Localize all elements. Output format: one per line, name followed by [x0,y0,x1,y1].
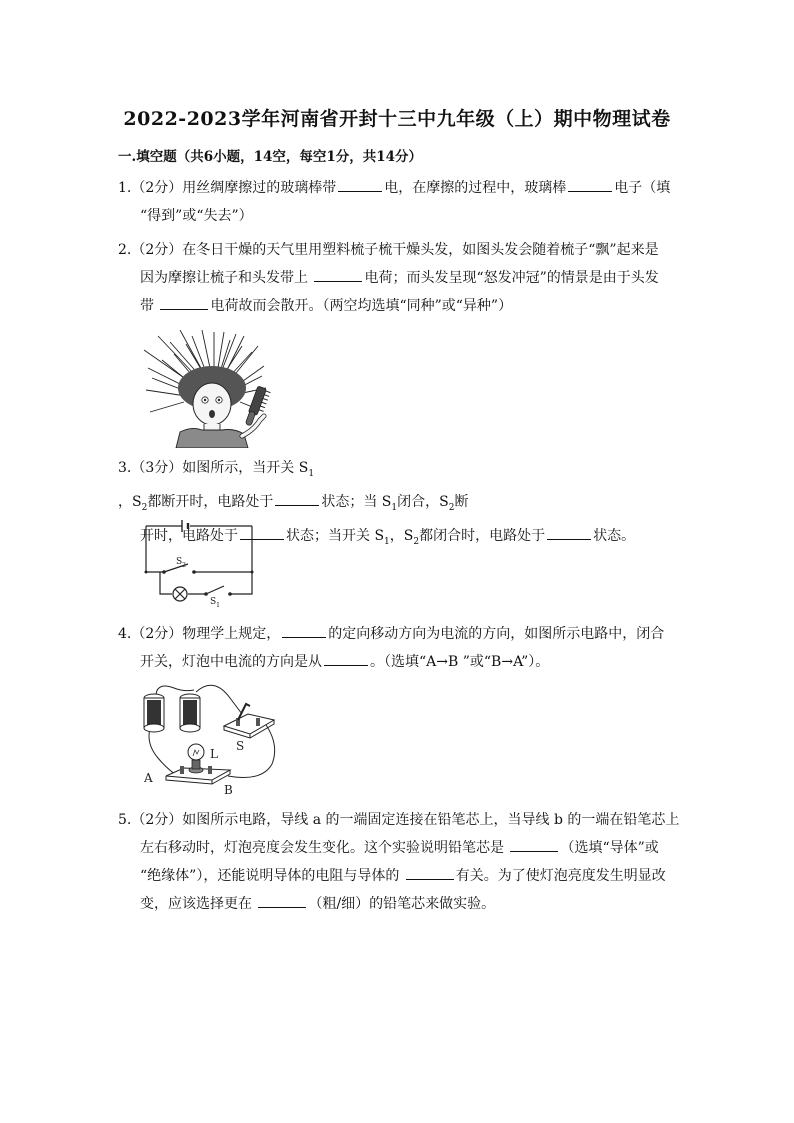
s1-label: $S_1$ [210,597,220,609]
section-heading: 一.填空题（共6小题，14空，每空1分，共14分） [118,149,423,165]
answer-blank[interactable] [324,651,368,666]
question-5 [118,806,678,918]
question-3-line-2: 开时，电路处于 状态；当开关 $S_1$，$S_2$都闭合时，电路处于 状态。 [118,522,678,556]
question-5-line-4: 变，应该选择更在 （粗/细）的铅笔芯来做实验。 [118,890,678,918]
question-4-line-1: 4.（2分）物理学上规定， 的定向移动方向为电流的方向，如图所示电路中，闭合 [118,620,678,648]
question-4 [118,620,678,676]
question-5-line-2: 左右移动时，灯泡亮度会发生变化。这个实验说明铅笔芯是 （选填“导体”或 [118,834,678,862]
s2-label: $S_2$ [176,557,186,569]
answer-blank[interactable] [568,177,612,192]
question-2-line-2: 因为摩擦让梳子和头发带上 电荷；而头发呈现“怒发冲冠”的情景是由于头发 [118,264,678,292]
question-3: 3.（3分）如图所示，当开关 $S_1$ ，$S_2$都断开时，电路处于 状态；当 $S_1$闭合，$S_2$断 开时，电路处于 状态；当开关 $S_1$，$S_2$都闭合时，电路处于 状态。 [118,454,678,555]
question-4-line-2: 开关，灯泡中电流的方向是从 。（选填“A→B ”或“B→A”）。 [118,648,678,676]
question-1-line-2: “得到”或“失去”） [140,208,253,224]
question-1 [118,174,678,230]
terminal-a-label: A [144,771,153,785]
answer-blank[interactable] [314,267,362,282]
answer-blank[interactable] [406,865,454,880]
answer-blank[interactable] [282,623,326,638]
question-5-line-3: “绝缘体”），还能说明导体的电阻与导体的 有关。为了使灯泡亮度发生明显改 [118,862,678,890]
question-2-line-3: 带 电荷故而会散开。（两空均选填“同种”或“异种”） [118,292,678,320]
page-title: 2022-2023学年河南省开封十三中九年级（上）期中物理试卷 [123,108,671,130]
question-2-line-1: 2.（2分）在冬日干燥的天气里用塑料梳子梳干燥头发，如图头发会随着梳子“飘”起来是 [118,242,659,258]
lamp-icon [166,744,230,784]
question-5-line-1: 5.（2分）如图所示电路，导线 a 的一端固定连接在铅笔芯上，当导线 b 的一端在铅笔芯上 [118,812,680,828]
lamp-l-label: L [210,747,218,761]
question-2 [118,236,678,320]
question-1-line-1: 1.（2分）用丝绸摩擦过的玻璃棒带 电，在摩擦的过程中，玻璃棒 电子（填 [118,174,678,202]
answer-blank[interactable] [338,177,382,192]
static-hair-girl-figure [140,330,280,448]
knife-switch-icon [224,704,274,738]
answer-blank[interactable] [258,893,306,908]
battery-right-icon [180,694,200,732]
battery-lamp-circuit-figure [138,684,288,796]
switch-s-label: S [236,739,245,753]
battery-left-icon [144,694,164,732]
answer-blank[interactable] [275,491,319,506]
question-3-line-1: 3.（3分）如图所示，当开关 $S_1$ [118,460,315,479]
answer-blank[interactable] [547,525,591,540]
switch-circuit-figure [140,518,260,610]
terminal-b-label: B [224,783,233,796]
answer-blank[interactable] [160,295,208,310]
answer-blank[interactable] [510,837,558,852]
